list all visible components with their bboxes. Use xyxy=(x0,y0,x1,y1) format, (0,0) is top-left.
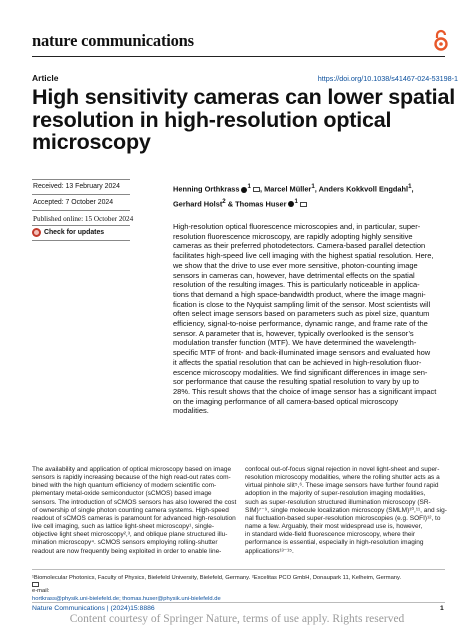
footer-journal-reference[interactable]: Nature Communications | (2024)15:8886 xyxy=(32,605,155,612)
abstract-line: 28%. This result shows that the choice of image sensor has a significant impact xyxy=(173,386,437,396)
published-date: Published online: 15 October 2024 xyxy=(33,215,134,223)
author-link[interactable]: Henning Orthkrass xyxy=(173,184,240,194)
author-link[interactable]: , Marcel Müller xyxy=(259,184,312,194)
body-line: virtual pinhole slit⁵,⁶. These image sensors have further found rapid xyxy=(245,482,439,490)
abstract-line: it affects the spatial resolution that can be achieved in high-resolution fluor- xyxy=(173,357,422,367)
orcid-icon[interactable] xyxy=(288,201,294,207)
affiliation-marker: 1 xyxy=(408,183,412,190)
body-line: applications¹³⁻¹⁵. xyxy=(245,547,294,555)
email-icon[interactable] xyxy=(253,187,260,192)
meta-divider xyxy=(32,194,130,195)
received-date: Received: 13 February 2024 xyxy=(33,183,120,190)
body-column-left xyxy=(32,466,238,556)
meta-divider xyxy=(32,240,130,241)
body-line: nal fluctuation-based super-resolution microscopies (e.g. SOFI)¹², to xyxy=(245,514,441,522)
abstract-line: cameras as their preferred photodetectors. Camera-based parallel detection xyxy=(173,241,426,251)
separator: , xyxy=(411,184,414,194)
abstract-line: modulation transfer function (MTF). We have determined the wavelength- xyxy=(173,338,417,348)
body-line: adoption in the majority of super-resolution imaging modalities, xyxy=(245,490,426,498)
meta-divider xyxy=(32,225,130,226)
abstract-line: resolution of the resulting images. This is particularly noticeable in applica- xyxy=(173,280,420,290)
abstract-line: resolution fluorescence microscopy, are rapidly adopting highly sensitive xyxy=(173,231,413,241)
open-access-icon xyxy=(432,29,450,51)
body-line: readout of sCMOS cameras is paramount for advanced high-resolution xyxy=(32,514,236,522)
body-line: performance is essential, especially in high-resolution imaging xyxy=(245,539,424,547)
header-divider xyxy=(32,56,445,57)
abstract-line: High-resolution optical fluorescence microscopies and, in particular, super- xyxy=(173,222,421,231)
abstract-line: sensors in cameras can, however, have detrimental effects on the spatial xyxy=(173,270,415,280)
body-line: SIM)⁷⁻⁹, single molecule localization microscopy (SMLM)¹⁰,¹¹, and sig- xyxy=(245,506,447,514)
abstract-line: escence microscopy modalities. We find significant differences in image sen- xyxy=(173,367,428,377)
affiliation-marker: 1 xyxy=(294,197,298,205)
body-line: name a few. Arguably, their most widespread use is, however, xyxy=(245,523,423,531)
meta-divider xyxy=(32,210,130,211)
affiliations-footnote xyxy=(32,574,401,603)
article-title xyxy=(32,86,462,154)
affiliations-text: ¹Biomolecular Photonics, Faculty of Physics, Bielefeld University, Bielefeld, Germany. ²Excelitas PCO GmbH, Donaupark 11, Kelheim, Germany. xyxy=(32,575,402,581)
abstract-line: specific MTF of front- and back-illuminated image sensors and evaluated how xyxy=(173,348,431,358)
body-line: such as super-resolution structured illumination microscopy (SR- xyxy=(245,498,431,506)
body-line: plementary metal-oxide semiconductor (sCMOS) based image xyxy=(32,490,212,498)
body-line: confocal out-of-focus signal rejection in novel light-sheet and super- xyxy=(245,466,440,473)
article-type-label: Article xyxy=(32,73,59,83)
body-line: resolution microscopy modalities, where the rolling shutter acts as a xyxy=(245,474,440,482)
journal-title: nature communications xyxy=(32,31,194,50)
body-line: live cell imaging, such as lattice light-sheet microscopy¹, single- xyxy=(32,523,215,531)
affiliation-marker: 2 xyxy=(222,197,226,205)
author-list xyxy=(173,181,443,211)
abstract-line: we show that the drive to use ever more sensitive, photon-counting image xyxy=(173,260,418,270)
abstract-line: tions that demand a high space-bandwidth product, where the image magni- xyxy=(173,289,426,299)
courtesy-watermark: Content courtesy of Springer Nature, terms of use apply. Rights reserved xyxy=(69,613,405,625)
author-link[interactable]: Gerhard Holst xyxy=(173,199,223,209)
body-line: objective light sheet microscopy²,³, and oblique plane structured illu- xyxy=(32,531,228,539)
email-links[interactable]: hortkrass@physik.uni-bielefeld.de; thomas.huser@physik.uni-bielefeld.de xyxy=(32,596,221,602)
check-for-updates-button[interactable] xyxy=(32,228,104,237)
email-line xyxy=(32,582,401,603)
title-line: microscopy xyxy=(32,130,151,154)
abstract-line: modalities. xyxy=(173,406,209,416)
title-line: resolution in high-resolution optical xyxy=(32,107,392,132)
doi-link[interactable]: https://doi.org/10.1038/s41467-024-53198-1 xyxy=(317,74,458,83)
body-line: mination microscopy⁴. sCMOS sensors employing rolling-shutter xyxy=(32,539,218,547)
abstract-line: fication is close to the Nyquist sampling limit of the sensor. Most scientists will xyxy=(173,299,431,309)
body-column-right xyxy=(245,466,455,556)
footer-divider xyxy=(32,602,445,603)
email-icon[interactable] xyxy=(300,202,307,207)
author-link[interactable]: & Thomas Huser xyxy=(225,199,287,209)
abstract-line: efficiency, signal-to-noise performance, dynamic range, and frame rate of the xyxy=(173,319,428,329)
body-line: sensors is rapidly increasing because of the high read-out rates com- xyxy=(32,474,231,482)
abstract-line: sor performance that cause the resulting spatial resolution to vary by up to xyxy=(173,377,419,387)
abstract xyxy=(173,222,455,416)
affiliation-marker: 1 xyxy=(247,183,251,190)
check-updates-label: Check for updates xyxy=(44,229,105,236)
title-line: High sensitivity cameras can lower spatial xyxy=(32,85,455,109)
orcid-icon[interactable] xyxy=(241,187,247,193)
body-line: The availability and application of optical microscopy based on image xyxy=(32,466,232,473)
body-line: bined with the high quantum efficiency of modern scientific com- xyxy=(32,482,217,490)
abstract-line: often select image sensors based on parameters such as pixel size, quantum xyxy=(173,309,430,319)
check-updates-icon xyxy=(32,228,41,237)
body-line: in standard wide-field fluorescence microscopy, where their xyxy=(245,531,416,539)
abstract-line: on the imaging performance of all camera-based optical microscopy xyxy=(173,396,399,406)
body-line: sensors. The introduction of sCMOS sensors has also lowered the cost xyxy=(32,498,237,506)
meta-divider xyxy=(32,179,130,180)
abstract-line: sensor. A parameter that is, however, typically overlooked is the sensor’s xyxy=(173,328,414,338)
footnote-divider xyxy=(32,569,445,570)
body-line: of ownership of single photon counting camera systems. High-speed xyxy=(32,506,229,514)
accepted-date: Accepted: 7 October 2024 xyxy=(33,199,114,206)
email-label: e-mail: xyxy=(32,588,50,594)
page-number: 1 xyxy=(440,605,444,612)
author-link[interactable]: , Anders Kokkvoll Engdahl xyxy=(314,184,409,194)
affiliation-marker: 1 xyxy=(311,183,315,190)
body-line: readout are now frequently being exploited in order to enable line- xyxy=(32,547,222,555)
abstract-line: facilitates high-speed live cell imaging with the highest spatial resolution. Here, xyxy=(173,251,434,261)
